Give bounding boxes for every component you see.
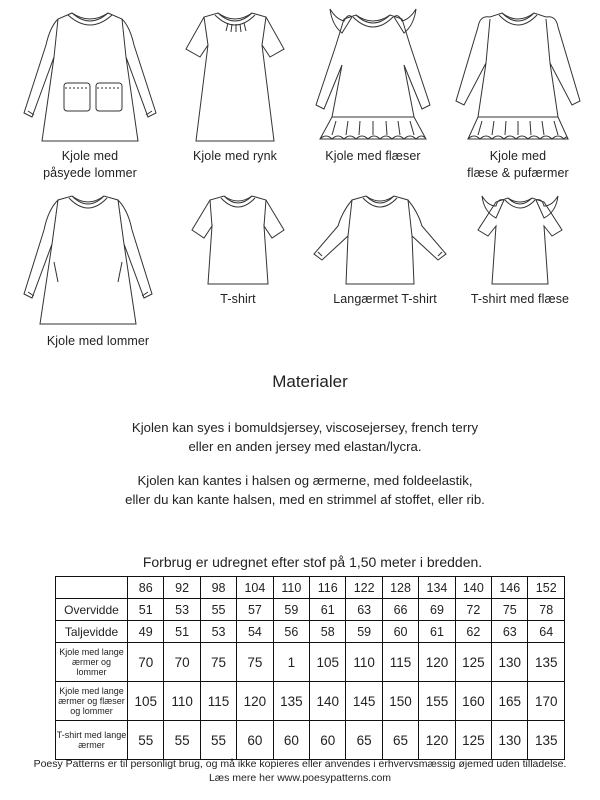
table-cell: 70 bbox=[164, 643, 200, 682]
table-cell: 105 bbox=[128, 682, 164, 721]
garment-tshirt-ruffle bbox=[470, 190, 570, 290]
table-cell: 72 bbox=[455, 599, 491, 621]
table-cell: 120 bbox=[419, 721, 455, 760]
table-cell: 55 bbox=[128, 721, 164, 760]
table-row bbox=[56, 682, 565, 721]
table-cell: 62 bbox=[455, 621, 491, 643]
size-header: 122 bbox=[346, 577, 382, 599]
table-cell: 160 bbox=[455, 682, 491, 721]
table-row bbox=[56, 599, 565, 621]
row-label: T-shirt med lange ærmer bbox=[56, 721, 128, 760]
table-cell: 105 bbox=[310, 643, 346, 682]
dress-ruffles-icon bbox=[302, 5, 444, 147]
table-cell: 70 bbox=[128, 643, 164, 682]
table-cell: 75 bbox=[492, 599, 528, 621]
size-header: 116 bbox=[310, 577, 346, 599]
table-cell: 1 bbox=[273, 643, 309, 682]
table-cell: 140 bbox=[310, 682, 346, 721]
size-header: 98 bbox=[200, 577, 236, 599]
garment-dress-pockets bbox=[20, 5, 160, 147]
caption-dress-gathers: Kjole med rynk bbox=[192, 149, 278, 163]
size-header: 86 bbox=[128, 577, 164, 599]
table-cell: 53 bbox=[200, 621, 236, 643]
garment-dress-gathers bbox=[170, 5, 300, 147]
table-corner-cell bbox=[56, 577, 128, 599]
copyright-notice: Poesy Patterns er til personligt brug, og må ikke kopieres eller anvendes i erhvervsmæssig øjemed uden tilladelse. bbox=[33, 758, 567, 770]
table-cell: 165 bbox=[492, 682, 528, 721]
table-cell: 125 bbox=[455, 643, 491, 682]
materials-paragraph-1: Kjolen kan syes i bomuldsjersey, viscosejersey, french terry eller en anden jersey med elastan/lycra. bbox=[131, 420, 479, 454]
table-cell: 135 bbox=[528, 721, 565, 760]
materials-title: Materialer bbox=[272, 372, 348, 391]
table-cell: 51 bbox=[164, 621, 200, 643]
table-cell: 54 bbox=[237, 621, 273, 643]
size-header: 140 bbox=[455, 577, 491, 599]
garment-tshirt bbox=[188, 190, 288, 290]
table-cell: 130 bbox=[492, 721, 528, 760]
size-header: 104 bbox=[237, 577, 273, 599]
table-cell: 65 bbox=[346, 721, 382, 760]
table-cell: 55 bbox=[200, 599, 236, 621]
caption-long-sleeve-tshirt: Langærmet T-shirt bbox=[333, 292, 437, 306]
table-cell: 120 bbox=[419, 643, 455, 682]
table-cell: 145 bbox=[346, 682, 382, 721]
table-cell: 59 bbox=[346, 621, 382, 643]
table-cell: 59 bbox=[273, 599, 309, 621]
table-cell: 125 bbox=[455, 721, 491, 760]
table-cell: 75 bbox=[237, 643, 273, 682]
row-label: Kjole med lange ærmer og lommer bbox=[56, 643, 128, 682]
fabric-size-table bbox=[55, 576, 565, 760]
row-label: Kjole med lange ærmer og flæser og lommer bbox=[56, 682, 128, 721]
dress-pockets-icon bbox=[20, 5, 160, 147]
table-cell: 65 bbox=[382, 721, 418, 760]
table-cell: 115 bbox=[200, 682, 236, 721]
table-cell: 55 bbox=[164, 721, 200, 760]
table-cell: 110 bbox=[346, 643, 382, 682]
size-header: 110 bbox=[273, 577, 309, 599]
table-cell: 130 bbox=[492, 643, 528, 682]
table-cell: 49 bbox=[128, 621, 164, 643]
caption-tshirt-ruffle: T-shirt med flæse bbox=[470, 292, 570, 306]
table-header-row bbox=[56, 577, 565, 599]
table-cell: 60 bbox=[382, 621, 418, 643]
website-line: Læs mere her www.poesypatterns.com bbox=[208, 772, 392, 784]
table-cell: 56 bbox=[273, 621, 309, 643]
caption-dress-pockets: Kjole med påsyede lommer bbox=[43, 149, 137, 180]
fabric-usage-note: Forbrug er udregnet efter stof på 1,50 meter i bredden. bbox=[142, 554, 483, 570]
materials-paragraph-2: Kjolen kan kantes i halsen og ærmerne, med foldeelastik, eller du kan kante halsen, med en strimmel af stoffet, eller rib. bbox=[125, 473, 485, 507]
table-cell: 63 bbox=[346, 599, 382, 621]
table-cell: 55 bbox=[200, 721, 236, 760]
table-cell: 120 bbox=[237, 682, 273, 721]
garment-dress-ruffle-puff-sleeve bbox=[448, 5, 588, 147]
garment-dress-side-pockets bbox=[18, 190, 158, 330]
table-cell: 150 bbox=[382, 682, 418, 721]
table-cell: 110 bbox=[164, 682, 200, 721]
row-label: Taljevidde bbox=[56, 621, 128, 643]
table-cell: 66 bbox=[382, 599, 418, 621]
table-cell: 135 bbox=[528, 643, 565, 682]
table-row bbox=[56, 721, 565, 760]
size-header: 92 bbox=[164, 577, 200, 599]
table-row bbox=[56, 643, 565, 682]
table-cell: 155 bbox=[419, 682, 455, 721]
dress-side-pockets-icon bbox=[18, 190, 158, 330]
caption-tshirt: T-shirt bbox=[220, 292, 256, 306]
table-cell: 69 bbox=[419, 599, 455, 621]
garment-long-sleeve-tshirt bbox=[310, 190, 450, 290]
size-header: 146 bbox=[492, 577, 528, 599]
table-cell: 64 bbox=[528, 621, 565, 643]
size-header: 134 bbox=[419, 577, 455, 599]
footer-notice bbox=[0, 757, 600, 785]
table-cell: 75 bbox=[200, 643, 236, 682]
size-header: 152 bbox=[528, 577, 565, 599]
garment-dress-ruffles bbox=[302, 5, 444, 147]
table-cell: 53 bbox=[164, 599, 200, 621]
table-cell: 115 bbox=[382, 643, 418, 682]
table-cell: 61 bbox=[419, 621, 455, 643]
table-cell: 78 bbox=[528, 599, 565, 621]
table-cell: 170 bbox=[528, 682, 565, 721]
dress-gathers-icon bbox=[170, 5, 300, 147]
caption-dress-ruffles: Kjole med flæser bbox=[325, 149, 421, 163]
table-cell: 135 bbox=[273, 682, 309, 721]
table-cell: 60 bbox=[273, 721, 309, 760]
size-header: 128 bbox=[382, 577, 418, 599]
tshirt-ruffle-icon bbox=[470, 190, 570, 290]
table-cell: 51 bbox=[128, 599, 164, 621]
caption-dress-ruffle-puff-sleeve: Kjole med flæse & pufærmer bbox=[467, 149, 569, 180]
table-cell: 60 bbox=[310, 721, 346, 760]
table-cell: 60 bbox=[237, 721, 273, 760]
table-cell: 63 bbox=[492, 621, 528, 643]
tshirt-icon bbox=[188, 190, 288, 290]
table-cell: 57 bbox=[237, 599, 273, 621]
table-cell: 61 bbox=[310, 599, 346, 621]
caption-dress-side-pockets: Kjole med lommer bbox=[46, 334, 150, 348]
table-cell: 58 bbox=[310, 621, 346, 643]
long-sleeve-tshirt-icon bbox=[310, 190, 450, 290]
row-label: Overvidde bbox=[56, 599, 128, 621]
table-row bbox=[56, 621, 565, 643]
dress-ruffle-puff-sleeve-icon bbox=[448, 5, 588, 147]
